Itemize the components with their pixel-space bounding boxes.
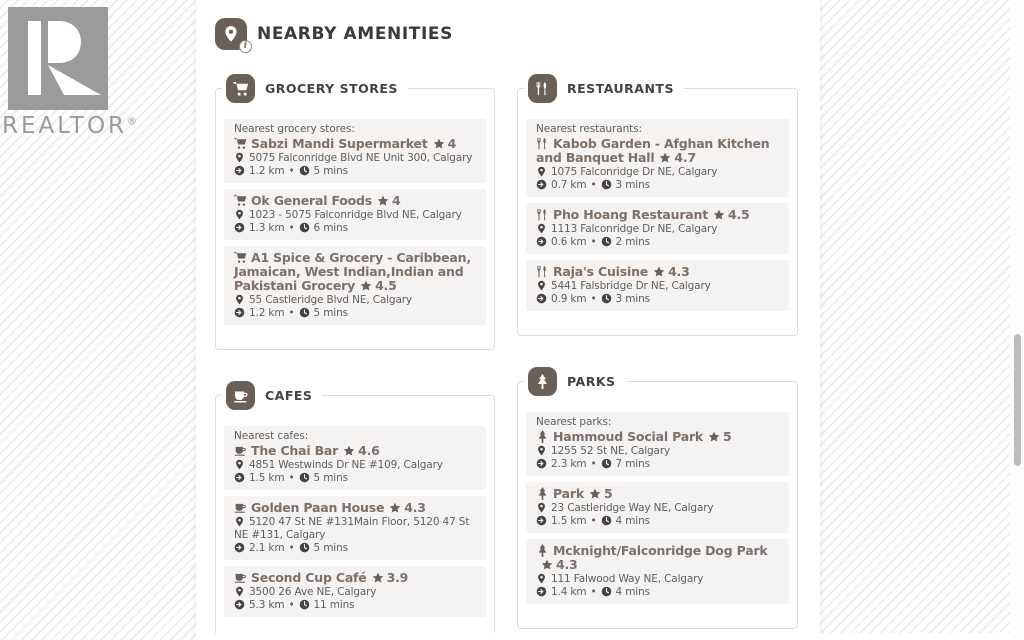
amenity-item [526,260,789,311]
realtor-logo-text: REALTOR® [2,113,138,139]
amenities-columns [215,50,798,640]
location-pin-icon [234,209,245,220]
amenity-item [526,539,789,604]
amenity-address: 5075 Falconridge Blvd NE Unit 300, Calgary [234,152,476,165]
realtor-logo [2,7,162,139]
amenity-distance-row: 1.2 km • 5 mins [234,307,476,320]
amenity-distance: 2.3 km [551,458,587,470]
location-pin-icon [536,166,547,177]
cart-icon [234,194,247,207]
amenity-name: Ok General Foods 4 [234,193,476,209]
amenity-rating: 4.5 [728,207,750,222]
amenity-rating: 4 [392,193,401,208]
section-title: CAFES [265,388,313,403]
amenities-card [196,0,820,640]
amenity-name: Pho Hoang Restaurant 4.5 [536,207,779,223]
amenity-distance: 1.5 km [551,515,587,527]
amenity-item [224,246,486,325]
clock-icon [299,542,310,553]
amenity-address: 111 Falwood Way NE, Calgary [536,573,779,586]
directions-icon [536,458,547,469]
amenity-distance: 0.9 km [551,293,587,305]
section-title: RESTAURANTS [567,81,674,96]
amenity-address: 5441 Falsbridge Dr NE, Calgary [536,280,779,293]
amenities-header [215,18,798,50]
amenity-distance-row: 1.5 km • 4 mins [536,515,779,528]
section-header [222,381,322,410]
location-pin-icon [536,445,547,456]
tree-icon [536,487,549,500]
amenity-time: 5 mins [313,165,348,177]
tree-icon [536,430,549,443]
amenity-distance-row: 1.5 km • 5 mins [234,472,476,485]
star-icon [589,488,601,500]
amenity-rating: 5 [603,486,613,501]
amenity-rating: 4.5 [375,278,397,293]
clock-icon [299,599,310,610]
star-icon [433,138,445,150]
location-pin-icon [234,586,245,597]
amenity-rating: 3.9 [386,570,409,585]
amenity-distance-row: 0.9 km • 3 mins [536,293,779,306]
section-title: PARKS [567,374,616,389]
star-icon [713,209,725,221]
amenity-time: 5 mins [313,542,348,554]
amenity-rating: 4 [447,136,457,151]
section-header [222,74,408,103]
amenity-address: 4851 Westwinds Dr NE #109, Calgary [234,459,476,472]
star-icon [653,266,665,278]
amenity-name: Park 5 [536,486,779,502]
section-title: GROCERY STORES [265,81,398,96]
amenity-rating: 4.3 [556,557,578,572]
section-grocery-stores [215,81,495,350]
star-icon [389,502,401,514]
amenity-time: 6 mins [313,222,348,234]
amenity-item [224,189,486,240]
nearest-label: Nearest restaurants: [536,123,642,135]
clock-icon [299,165,310,176]
directions-icon [234,222,245,233]
amenity-address: 23 Castleridge Way NE, Calgary [536,502,779,515]
amenity-item [526,412,789,476]
clock-icon [299,307,310,318]
coffee-icon [234,501,247,514]
nearest-label: Nearest parks: [536,416,612,428]
amenity-distance: 1.2 km [249,307,285,319]
location-pin-icon [536,502,547,513]
amenity-distance-row: 0.6 km • 2 mins [536,236,779,249]
tree-icon [528,367,557,396]
directions-icon [536,179,547,190]
nearest-label: Nearest grocery stores: [234,123,355,135]
amenity-distance-row: 5.3 km • 11 mins [234,599,476,612]
directions-icon [234,599,245,610]
next-section-edge [205,633,1024,640]
amenity-time: 4 mins [615,515,650,527]
clock-icon [601,236,612,247]
amenity-name: Hammoud Social Park 5 [536,429,779,445]
star-icon [377,195,389,207]
clock-icon [601,586,612,597]
coffee-icon [226,381,255,410]
star-icon [708,431,720,443]
location-pin-icon [536,223,547,234]
clock-icon [601,458,612,469]
restaurant-icon [536,137,549,150]
amenity-name: Raja's Cuisine 4.3 [536,264,779,280]
amenity-distance: 1.2 km [249,165,285,177]
scrollbar[interactable] [1010,0,1024,640]
amenity-address: 1113 Falconridge Dr NE, Calgary [536,223,779,236]
clock-icon [299,222,310,233]
amenity-item [224,496,486,560]
location-pin-icon [234,294,245,305]
cart-icon [234,137,247,150]
amenity-item [526,119,789,197]
tree-icon [536,544,549,557]
cart-icon [226,74,255,103]
directions-icon [536,586,547,597]
amenity-item [526,482,789,533]
amenity-item [526,203,789,254]
clock-icon [299,472,310,483]
amenity-distance-row: 0.7 km • 3 mins [536,179,779,192]
amenity-address: 55 Castleridge Blvd NE, Calgary [234,294,476,307]
amenity-distance: 1.5 km [249,472,285,484]
right-column [517,50,798,629]
amenity-time: 3 mins [615,293,650,305]
amenity-time: 3 mins [615,179,650,191]
realtor-logo-mark [8,7,108,110]
amenity-time: 5 mins [313,472,348,484]
amenity-rating: 4.3 [404,500,426,515]
cart-icon [234,251,247,264]
location-pin-icon [234,459,245,470]
section-cafes [215,388,495,640]
section-header [524,367,626,396]
location-pin-icon [215,18,247,50]
amenity-item [224,426,486,490]
amenity-distance-row: 2.3 km • 7 mins [536,458,779,471]
location-pin-icon [536,573,547,584]
amenity-rating: 4.6 [358,443,380,458]
amenity-rating: 4.3 [668,264,690,279]
amenity-name: Kabob Garden - Afghan Kitchen and Banquet Hall 4.7 [536,136,770,165]
amenity-distance: 1.4 km [551,586,587,598]
amenity-time: 5 mins [313,307,348,319]
amenity-item [224,119,486,183]
location-pin-icon [536,280,547,291]
nearest-label: Nearest cafes: [234,430,309,442]
star-icon [659,152,671,164]
amenity-time: 7 mins [615,458,650,470]
section-header [524,74,684,103]
amenity-distance-row: 1.4 km • 4 mins [536,586,779,599]
amenity-name: Second Cup Café 3.9 [234,570,476,586]
amenity-distance: 0.6 km [551,236,587,248]
restaurant-icon [536,208,549,221]
registered-mark: ® [127,116,138,128]
directions-icon [234,542,245,553]
amenity-rating: 5 [723,429,732,444]
amenity-address: 1023 - 5075 Falconridge Blvd NE, Calgary [234,209,476,222]
star-icon [372,572,384,584]
directions-icon [234,307,245,318]
amenity-address: 1255 52 St NE, Calgary [536,445,779,458]
clock-icon [601,293,612,304]
directions-icon [536,293,547,304]
amenity-distance: 2.1 km [249,542,285,554]
location-pin-icon [234,152,245,163]
amenity-address: 1075 Falconridge Dr NE, Calgary [536,166,779,179]
amenity-distance-row: 1.3 km • 6 mins [234,222,476,235]
amenity-name: Sabzi Mandi Supermarket 4 [234,136,476,152]
left-column [215,50,495,640]
info-icon[interactable]: i [239,40,252,53]
star-icon [360,280,372,292]
amenity-time: 4 mins [615,586,650,598]
amenity-name: A1 Spice & Grocery - Caribbean, Jamaican, West Indian,Indian and Pakistani Grocery 4.5 [234,250,471,293]
amenity-distance: 0.7 km [551,179,587,191]
clock-icon [601,179,612,190]
directions-icon [536,236,547,247]
star-icon [343,445,355,457]
scrollbar-thumb[interactable] [1014,334,1021,466]
amenity-name: Mcknight/Falconridge Dog Park4.3 [536,543,779,573]
page-title: NEARBY AMENITIES [257,24,453,44]
amenity-address: 3500 26 Ave NE, Calgary [234,586,476,599]
amenity-distance-row: 2.1 km • 5 mins [234,542,476,555]
amenity-rating: 4.7 [674,150,696,165]
coffee-icon [234,444,247,457]
amenity-address: 5120 47 St NE #131Main Floor, 5120 47 St NE #131, Calgary [234,516,470,541]
amenity-distance-row: 1.2 km • 5 mins [234,165,476,178]
amenity-time: 2 mins [615,236,650,248]
coffee-icon [234,571,247,584]
amenity-distance: 5.3 km [249,599,285,611]
amenity-name: Golden Paan House 4.3 [234,500,476,516]
amenity-distance: 1.3 km [249,222,285,234]
section-parks [517,374,798,629]
amenity-name: The Chai Bar 4.6 [234,443,476,459]
directions-icon [234,472,245,483]
amenity-item [224,566,486,617]
directions-icon [234,165,245,176]
restaurant-icon [528,74,557,103]
clock-icon [601,515,612,526]
star-icon [541,559,553,571]
section-restaurants [517,81,798,336]
location-pin-icon [234,516,245,527]
directions-icon [536,515,547,526]
restaurant-icon [536,265,549,278]
amenity-time: 11 mins [313,599,355,611]
